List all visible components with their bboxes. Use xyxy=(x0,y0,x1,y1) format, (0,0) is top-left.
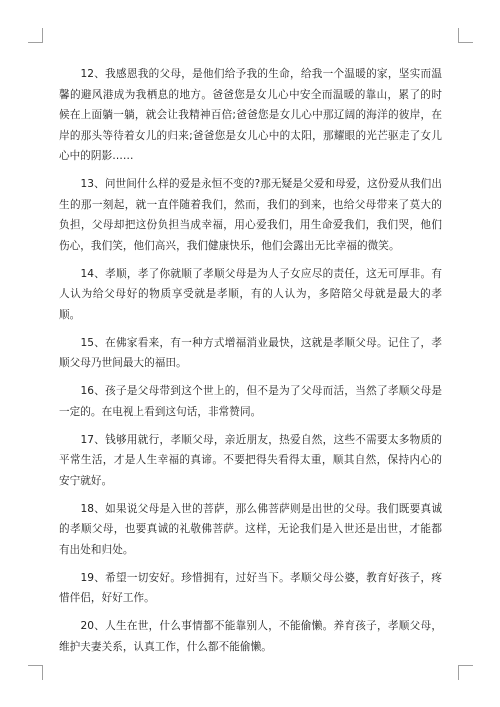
paragraph-17: 17、钱够用就行，孝顺父母，亲近朋友，热爱自然，这些不需要太多物质的平常生活，才是人生幸福的真谛。不要把得失看得太重，顺其自然，保持内心的安宁就好。 xyxy=(59,433,442,487)
paragraph-12: 12、我感恩我的父母，是他们给予我的生命，给我一个温暖的家，坚实而温馨的避风港成为我栖息的地方。爸爸您是女儿心中安全而温暖的靠山，累了的时候在上面躺一躺，就会让我精神百倍;爸爸您是女儿心中那辽阔的海洋的彼岸，在岸的那头等待着女儿的归来;爸爸您是女儿心中的太阳，那耀眼的光芒驱走了女儿心中的阴影…… xyxy=(59,68,442,162)
paragraph-18: 18、如果说父母是入世的菩萨，那么佛菩萨则是出世的父母。我们既要真诚的孝顺父母，也要真诚的礼敬佛菩萨。这样，无论我们是入世还是出世，才能都有出处和归处。 xyxy=(59,502,442,556)
crop-mark-bottom-right xyxy=(458,665,473,680)
crop-mark-top-right xyxy=(458,28,473,43)
document-body xyxy=(59,64,442,665)
paragraph-16: 16、孩子是父母带到这个世上的，但不是为了父母而活，当然了孝顺父母是一定的。在电视上看到这句话，非常赞同。 xyxy=(59,385,442,418)
crop-mark-bottom-left xyxy=(28,665,43,680)
paragraph-13: 13、问世间什么样的爱是永恒不变的?那无疑是父爱和母爱，这份爱从我们出生的那一刻起，就一直伴随着我们，然而，我们的到来，也给父母带来了莫大的负担，父母却把这份负担当成幸福，用心爱我们，用生命爱我们，我们哭，他们伤心，我们笑，他们高兴，我们健康快乐，他们会露出无比幸福的微笑。 xyxy=(59,178,442,252)
crop-mark-top-left xyxy=(28,28,43,43)
paragraph-19: 19、希望一切安好。珍惜拥有，过好当下。孝顺父母公婆，教育好孩子，疼惜伴侣，好好工作。 xyxy=(59,571,442,604)
paragraph-14: 14、孝顺，孝了你就顺了孝顺父母是为人子女应尽的责任，这无可厚非。有人认为给父母好的物质享受就是孝顺，有的人认为，多陪陪父母就是最大的孝顺。 xyxy=(59,267,442,321)
paragraph-15: 15、在佛家看来，有一种方式增福消业最快，这就是孝顺父母。记住了，孝顺父母乃世间最大的福田。 xyxy=(59,336,442,369)
paragraph-20: 20、人生在世，什么事情都不能靠别人，不能偷懒。养育孩子，孝顺父母，维护夫妻关系，认真工作，什么都不能偷懒。 xyxy=(59,620,442,653)
